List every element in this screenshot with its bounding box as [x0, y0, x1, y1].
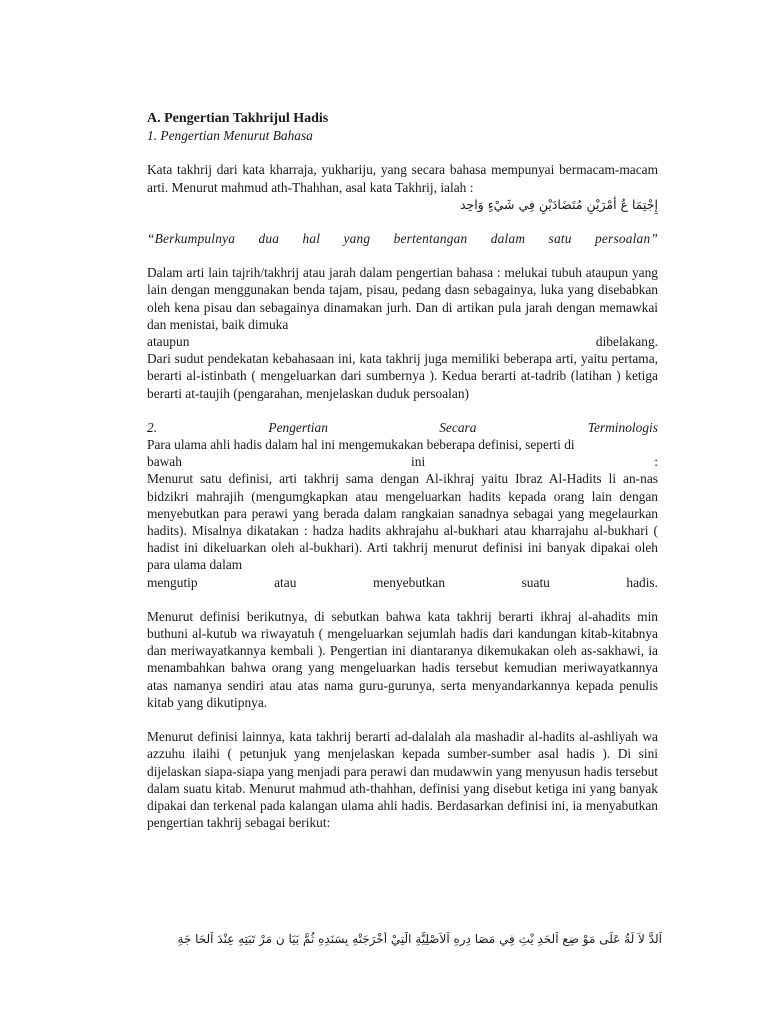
paragraph-definisi-berikutnya: Menurut definisi berikutnya, di sebutkan bahwa kata takhrij berarti ikhraj al-ahadits min buthuni al-kutub wa riwayatuh ( mengeluarkan sejumlah hadis dari kandungan kitab-kitabnya dan meriwayatkannya kembali ). Pengertian ini diantaranya dikemukakan oleh as-sakhawi, ia menambahkan bahwa orang yang mengeluarkan hadis tersebut kemudian meriwayatkannya atas namanya sendiri atau atas nama guru-gurunya, serta menyandarkannya kepada penulis kitab yang dikutipnya.	[147, 608, 658, 710]
quote-translation: “Berkumpulnya dua hal yang bertentangan dalam satu persoalan”	[147, 231, 658, 247]
paragraph-para-ulama: Para ulama ahli hadis dalam hal ini mengemukakan beberapa definisi, seperti di	[147, 437, 575, 453]
paragraph-kata-takhrij: Kata takhrij dari kata kharraja, yukhariju, yang secara bahasa mempunyai bermacam-macam arti. Menurut mahmud ath-Thahhan, asal kata Takhrij, ialah :	[147, 162, 658, 195]
subheading-bahasa: 1. Pengertian Menurut Bahasa	[147, 128, 313, 144]
paragraph-definisi-lainnya: Menurut definisi lainnya, kata takhrij berarti ad-dalalah ala mashadir al-hadits al-ashliyah wa azzuhu ilaihi ( petunjuk yang menjelaskan kepada sumber-sumber asal hadis ). Di sini dijelaskan siapa-siapa yang menjadi para perawi dan mudawwin yang menyusun hadis tersebut dalam suatu kitab. Menurut mahmud ath-thahhan, definisi yang disebut ketiga ini yang banyak dipakai dan terkenal pada kalangan ulama ahli hadis. Berdasarkan definisi ini, ia menyabutkan pengertian takhrij sebagai berikut:	[147, 729, 658, 831]
paragraph-arti-lain: Dalam arti lain tajrih/takhrij atau jarah dalam pengertian bahasa : melukai tubuh ataupun yang lain dengan menggunakan benda tajam, pisau, pedang dasn sebagainya, luka yang disebabkan oleh kena pisau dan sebagainya dinamakan jurh. Dan di artikan pula jarah dengan memawkai dan menistai, baik dimuka	[147, 265, 658, 332]
subheading-terminologis: 2. Pengertian Secara Terminologis	[147, 419, 658, 435]
paragraph-definisi-satu-end: mengutip atau menyebutkan suatu hadis.	[147, 574, 658, 590]
arabic-definition-2: اَلدَّ لاَ لَةُ عَلَى مَوْ ضِعِ اْلحَدِ يْثِ فِي مَصَا دِرِهِ اْلاَصْلِيَّةِ الَّتِيْ أَخْرَجَتْهِ بِسَنَدِهِ ثُمَّ بَيَا نِ مَرْ تَبَتِهِ عِنْدَ اْلحَا جَةِ	[177, 932, 662, 946]
paragraph-arti-lain-end: ataupun dibelakang.	[147, 334, 658, 350]
paragraph-definisi-satu: Menurut satu definisi, arti takhrij sama dengan Al-ikhraj yaitu Ibraz Al-Hadits li an-nas bidzikri mahrajih (mengumgkapkan atau mengeluarkan hadits kepada orang lain dengan menyebutkan para perawi yang berada dalam rangkaian sanadnya sebagai yang megelaurkan hadits). Misalnya dikatakan : hadza hadits akhrajahu al-bukhari atau kharrajahu al-bukhari ( hadist ini dikeluarkan oleh al-bukhari). Arti takhrij menurut definisi ini banyak dipakai oleh para ulama dalam	[147, 471, 658, 573]
section-heading: A. Pengertian Takhrijul Hadis	[147, 111, 329, 126]
paragraph-sudut-pendekatan: Dari sudut pendekatan kebahasaan ini, kata takhrij juga memiliki beberapa arti, yaitu pertama, berarti al-istinbath ( mengeluarkan dari sumbernya ). Kedua berarti at-tadrib (latihan ) ketiga berarti at-taujih (pengarahan, menjelaskan duduk persoalan)	[147, 351, 658, 401]
paragraph-para-ulama-end: bawah ini :	[147, 454, 658, 470]
arabic-definition-1: إِجْتِمَا عُ أمْرَيْنِ مُتَضَادَيْنِ فِي شَيْءٍ وَاحِد	[459, 196, 658, 212]
document-page	[147, 110, 658, 831]
